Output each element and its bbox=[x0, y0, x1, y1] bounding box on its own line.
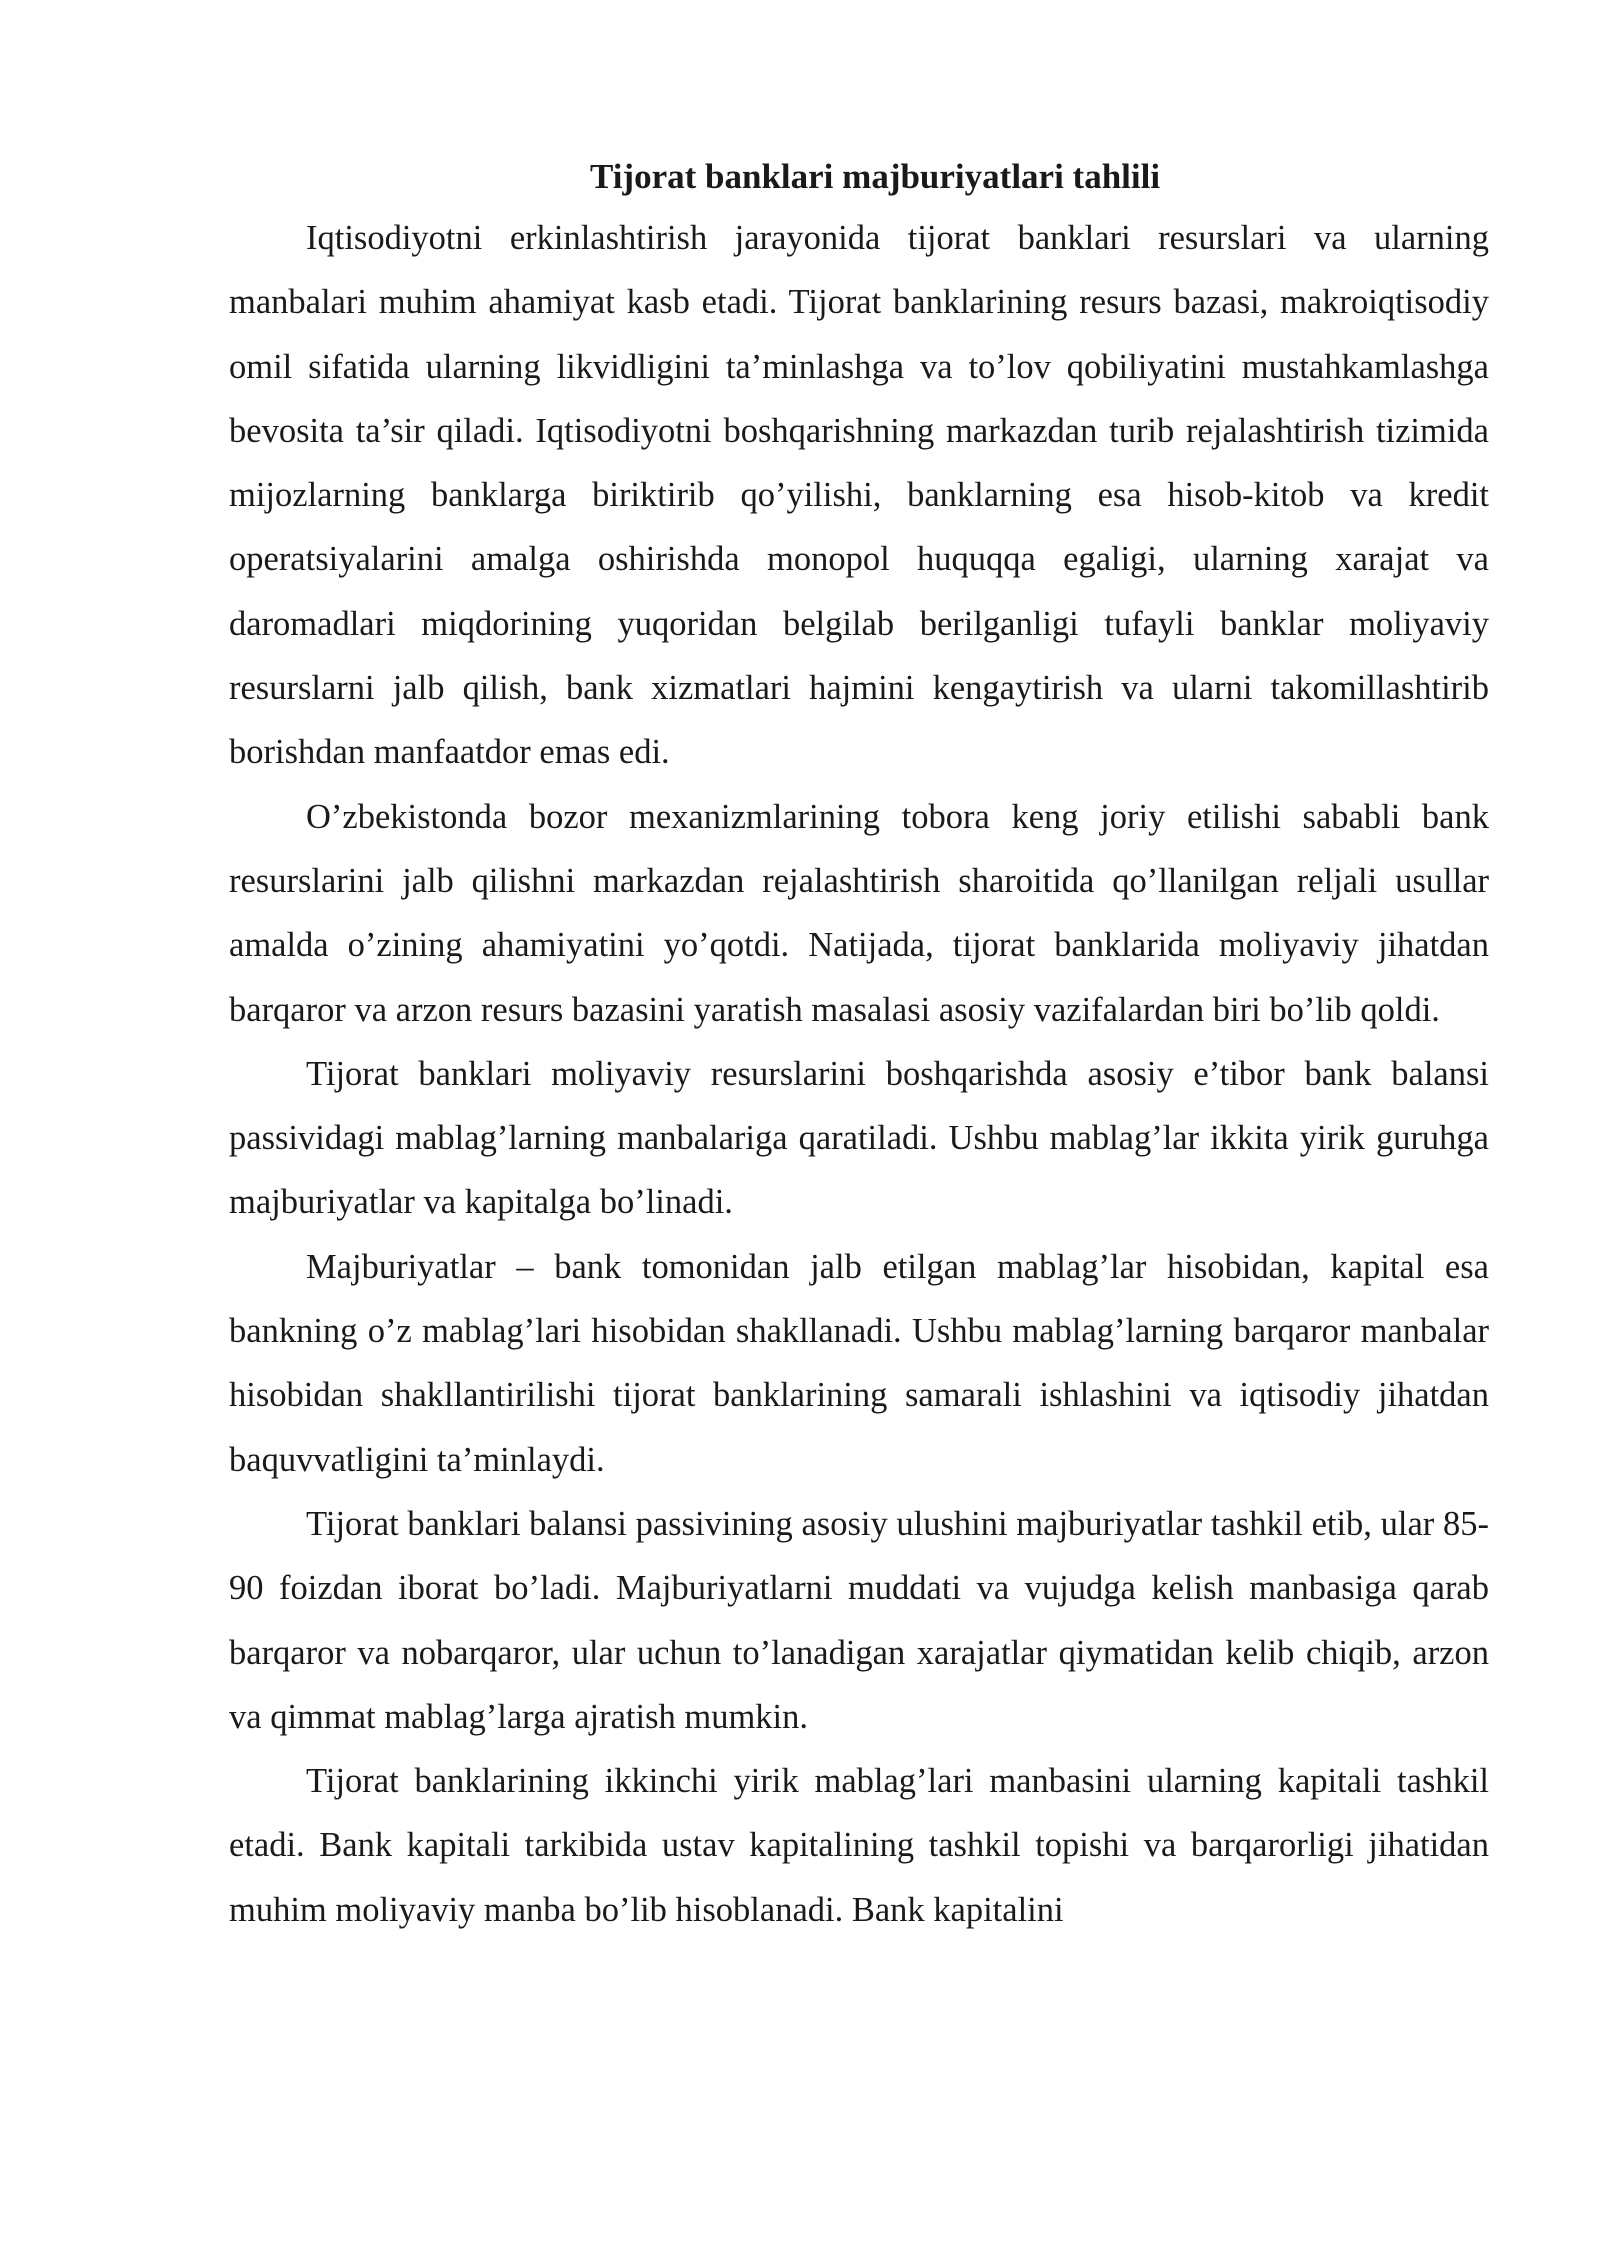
paragraph-liabilities-share: Tijorat banklari balansi passivining asosiy ulushini majburiyatlar tashkil etib, ular 85-90 foizdan iborat bo’ladi. Majburiyatlarni muddati va vujudga kelish manbasiga qarab barqaror va nobarqaror, ular uchun to’lanadigan xarajatlar qiymatidan kelib chiqib, arzon va qimmat mablag’larga ajratish mumkin. bbox=[229, 1504, 1489, 1736]
paragraph-market-mechanisms: O’zbekistonda bozor mexanizmlarining tobora keng joriy etilishi sababli bank resurslarini jalb qilishni markazdan rejalashtirish sharoitida qo’llanilgan reljali usullar amalda o’zining ahamiyatini yo’qotdi. Natijada, tijorat banklarida moliyaviy jihatdan barqaror va arzon resurs bazasini yaratish masalasi asosiy vazifalardan biri bo’lib qoldi. bbox=[229, 797, 1489, 1029]
paragraph-bank-capital: Tijorat banklarining ikkinchi yirik mablag’lari manbasini ularning kapitali tashkil etadi. Bank kapitali tarkibida ustav kapitalining tashkil topishi va barqarorligi jihatidan muhim moliyaviy manba bo’lib hisoblanadi. Bank kapitalini bbox=[229, 1762, 1489, 1929]
paragraph-liabilities-definition: Majburiyatlar – bank tomonidan jalb etilgan mablag’lar hisobidan, kapital esa bankning o’z mablag’lari hisobidan shakllanadi. Ushbu mablag’larning barqaror manbalar hisobidan shakllantirilishi tijorat banklarining samarali ishlashini va iqtisodiy jihatdan baquvvatligini ta’minlaydi. bbox=[229, 1247, 1489, 1479]
paragraph-resource-management: Tijorat banklari moliyaviy resurslarini boshqarishda asosiy e’tibor bank balansi passividagi mablag’larning manbalariga qaratiladi. Ushbu mablag’lar ikkita yirik guruhga majburiyatlar va kapitalga bo’linadi. bbox=[229, 1054, 1489, 1222]
document-title: Tijorat banklari majburiyatlari tahlili bbox=[590, 157, 1161, 196]
paragraph-intro: Iqtisodiyotni erkinlashtirish jarayonida tijorat banklari resurslari va ularning manbalari muhim ahamiyat kasb etadi. Tijorat banklarining resurs bazasi, makroiqtisodiy omil sifatida ularning likvidligini ta’minlashga va to’lov qobiliyatini mustahkamlashga bevosita ta’sir qiladi. Iqtisodiyotni boshqarishning markazdan turib rejalashtirish tizimida mijozlarning banklarga biriktirib qo’yilishi, banklarning esa hisob-kitob va kredit operatsiyalarini amalga oshirishda monopol huquqqa egaligi, ularning xarajat va daromadlari miqdorining yuqoridan belgilab berilganligi tufayli banklar moliyaviy resurslarni jalb qilish, bank xizmatlari hajmini kengaytirish va ularni takomillashtirib borishdan manfaatdor emas edi. bbox=[229, 219, 1489, 772]
document-body bbox=[229, 148, 1489, 1942]
